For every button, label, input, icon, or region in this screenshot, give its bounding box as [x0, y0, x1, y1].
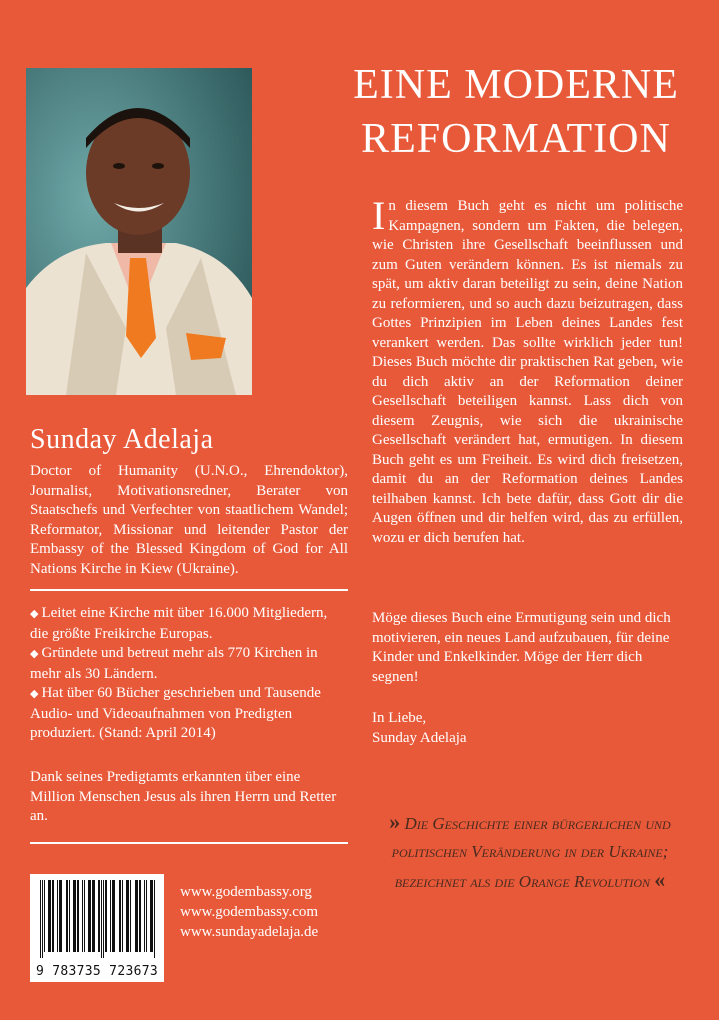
quote-open-mark: » [389, 809, 401, 834]
barcode-bars [38, 880, 156, 958]
barcode-bar [84, 880, 85, 952]
closing-signature: Sunday Adelaja [372, 729, 467, 746]
website-link[interactable]: www.godembassy.com [180, 904, 319, 920]
barcode-bar [126, 880, 129, 952]
barcode-bar [150, 880, 153, 952]
drop-cap: I [372, 193, 386, 238]
book-title-line-2: REFORMATION [361, 116, 671, 162]
closing-fact: Dank seines Predigtamts erkannten über eine Million Menschen Jesus als ihren Herrn und Retter an. [30, 769, 337, 824]
barcode-bar [82, 880, 83, 952]
barcode-bar [44, 880, 45, 952]
barcode-bar [154, 880, 155, 958]
portrait-illustration [26, 68, 252, 395]
barcode-bar [48, 880, 51, 952]
isbn-number: 9 783735 723673 [36, 964, 158, 979]
divider-top [30, 589, 348, 591]
signature-block [372, 709, 467, 748]
barcode-bar [69, 880, 70, 952]
book-title [326, 58, 706, 166]
description-text: n diesem Buch geht es nicht um politische Kampagnen, sondern um Fakten, die belegen, wie Christen ihre Gesellschaft beeinflussen und zum Guten verändern können. Es ist niemals zu spät, um aktiv daran beteiligt zu sein, deine Nation zu reformieren, und so auch dazu beizutragen, dass Gottes Prinzipien im Leben deines Landes fest verankert werden. Das sollte wirklich jeder tun! Dieses Buch möchte dir praktischen Rat geben, wie du dich aktiv an der Reformation deiner Gesellschaft beteiligen kannst. Lass dich von diesem Zeugnis, wie sich die ukrainische Gesellschaft verändert hat, ermutigen. In diesem Buch geht es um Freiheit. Es wird dich freisetzen, damit du an der Reformation deines Landes teilhaben kannst. Ich bete dafür, dass Gott dir die Augen öffnen und dir helfen wird, das zu erfüllen, wozu er dich berufen hat. [372, 198, 683, 546]
achievement-item: ◆ Gründete und betreut mehr als 770 Kirchen in mehr als 30 Ländern. [30, 645, 318, 682]
barcode-bar [135, 880, 138, 952]
divider-bottom [30, 842, 348, 844]
author-name: Sunday Adelaja [30, 424, 214, 455]
barcode-bar [66, 880, 68, 952]
barcode-bar [57, 880, 58, 952]
barcode-bar [98, 880, 100, 952]
book-title-line-1: EINE MODERNE [353, 62, 679, 108]
barcode-bar [101, 880, 102, 958]
quote-close-mark: « [654, 867, 666, 892]
barcode-bar [122, 880, 123, 952]
achievement-item: ◆ Hat über 60 Bücher geschrieben und Tausende Audio- und Videoaufnahmen von Predigten produziert. (Stand: April 2014) [30, 685, 321, 741]
quote-text: Die Geschichte einer bürgerlichen und politischen Veränderung in der Ukraine; bezeichnet als die Orange Revolution [391, 814, 671, 891]
book-description [372, 193, 683, 548]
barcode-bar [105, 880, 107, 952]
diamond-bullet-icon: ◆ [30, 648, 39, 660]
website-list [180, 882, 318, 942]
achievements-list [30, 604, 348, 744]
barcode-bar [52, 880, 54, 952]
barcode-bar [110, 880, 111, 952]
barcode-bar [146, 880, 147, 952]
diamond-bullet-icon: ◆ [30, 608, 39, 620]
barcode-bar [103, 880, 104, 958]
website-link[interactable]: www.godembassy.org [180, 884, 312, 900]
barcode-bar [59, 880, 62, 952]
barcode [30, 874, 164, 982]
barcode-bar [92, 880, 95, 952]
author-photo [26, 68, 252, 395]
barcode-bar [88, 880, 91, 952]
book-appeal: Möge dieses Buch eine Ermutigung sein und dich motivieren, ein neues Land aufzubauen, für deine Kinder und Enkelkinder. Möge der Herr dich segnen! [372, 610, 671, 685]
closing-salutation: In Liebe, [372, 710, 427, 726]
barcode-bar [112, 880, 115, 952]
achievement-item: ◆ Leitet eine Kirche mit über 16.000 Mitgliedern, die größte Freikirche Europas. [30, 605, 328, 642]
barcode-bar [130, 880, 131, 952]
diamond-bullet-icon: ◆ [30, 688, 39, 700]
barcode-bar [73, 880, 76, 952]
barcode-bar [40, 880, 41, 958]
barcode-bar [42, 880, 43, 958]
barcode-bar [144, 880, 145, 952]
author-bio: Doctor of Humanity (U.N.O., Ehrendoktor), Journalist, Motivationsredner, Berater von Staatschefs und Verfechter von staatlichem Wandel; Reformator, Missionar und leitender Pastor der Embassy of the Blessed Kingdom of God for All Nations Kirche in Kiew (Ukraine). [30, 463, 348, 577]
pull-quote [375, 808, 685, 896]
website-link[interactable]: www.sundayadelaja.de [180, 924, 319, 940]
barcode-bar [139, 880, 141, 952]
barcode-bar [77, 880, 79, 952]
barcode-bar [119, 880, 121, 952]
